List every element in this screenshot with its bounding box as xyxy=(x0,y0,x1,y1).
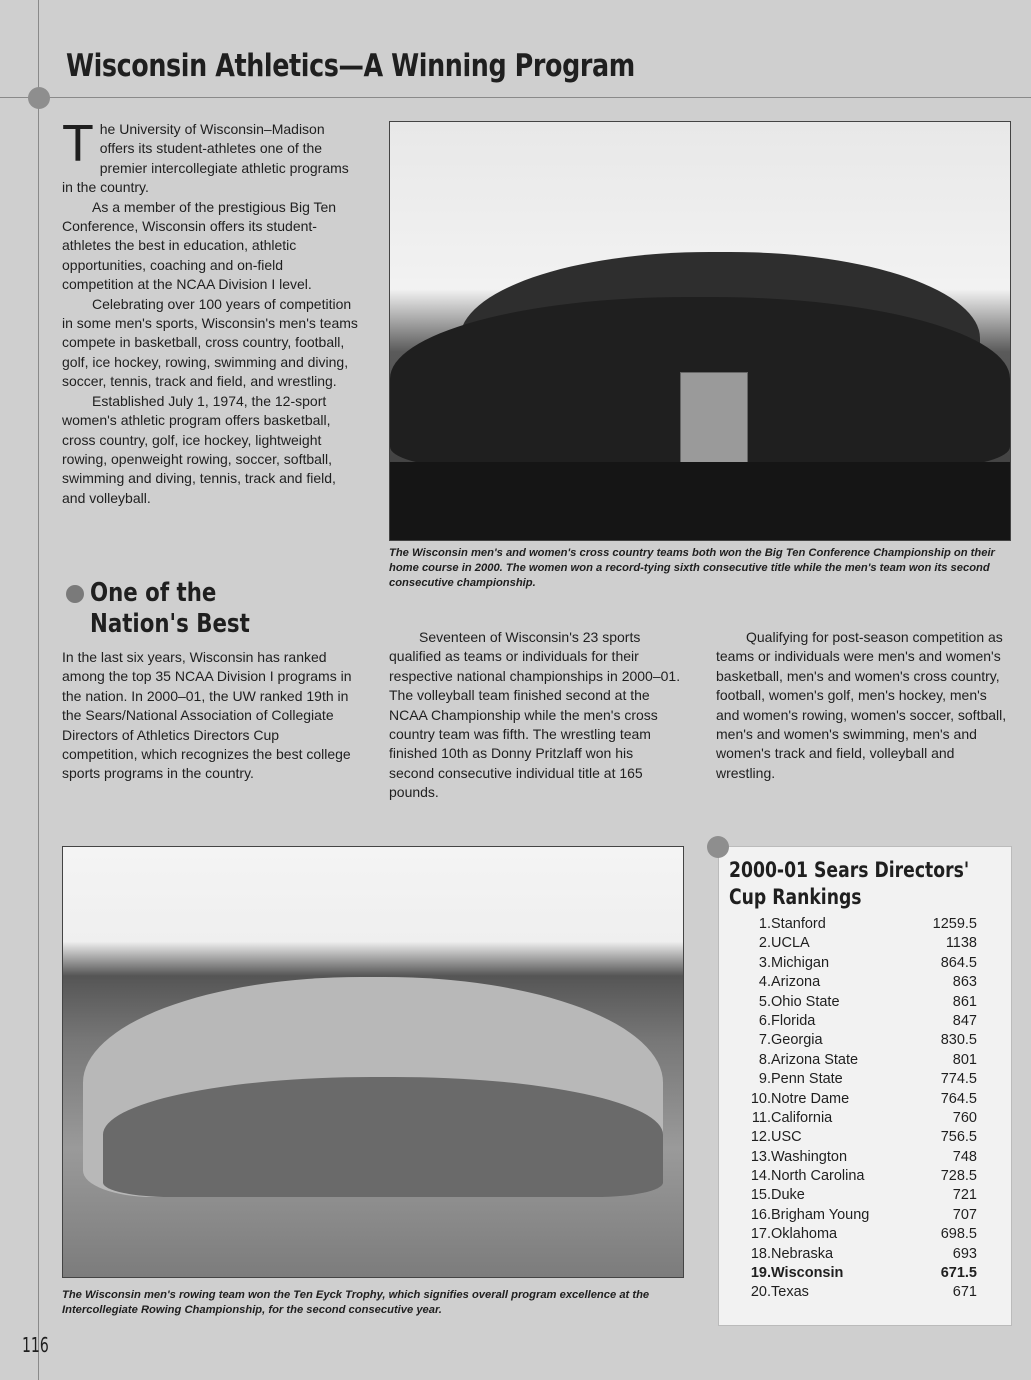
ranking-school: Brigham Young xyxy=(771,1206,870,1223)
ranking-points: 671.5 xyxy=(940,1265,977,1282)
column-2-text: Seventeen of Wisconsin's 23 sports qualified as teams or individuals for their respective national championships in 2000–01. The volleyball team finished second at the NCAA Championship while the men's cross country team was fifth. The wrestling team finished 10th as Donny Pritzlaff won his second consecutive individual title at 165 pounds. xyxy=(389,629,681,801)
ranking-school: Texas xyxy=(771,1284,809,1301)
ranking-points: 693 xyxy=(952,1245,977,1262)
ranking-row xyxy=(719,1148,1011,1167)
ranking-rank: 16. xyxy=(750,1206,771,1223)
section-heading-line2: Nation's Best xyxy=(90,609,250,639)
photo-kneeling-row xyxy=(103,1077,663,1197)
horizontal-rule xyxy=(0,97,1031,98)
ranking-school: Duke xyxy=(771,1187,805,1204)
ranking-points: 863 xyxy=(952,974,977,991)
ranking-school: Stanford xyxy=(771,916,826,932)
ranking-rank: 7. xyxy=(758,1032,771,1049)
ranking-row xyxy=(719,973,1011,992)
ranking-rank: 5. xyxy=(758,993,771,1010)
ranking-rank: 19. xyxy=(750,1265,771,1282)
stage-skirt xyxy=(390,462,1010,540)
ranking-school: USC xyxy=(771,1129,802,1146)
ranking-points: 830.5 xyxy=(940,1032,977,1049)
ranking-school: California xyxy=(771,1109,833,1126)
ranking-row xyxy=(719,993,1011,1012)
ranking-school: North Carolina xyxy=(771,1168,865,1185)
ranking-school: Arizona xyxy=(771,974,821,991)
intro-paragraph-1: he University of Wisconsin–Madison offers its student-athletes one of the premier intercollegiate athletic programs in the country. xyxy=(62,121,349,196)
rankings-title xyxy=(729,857,991,911)
ranking-rank: 1. xyxy=(758,916,771,932)
ranking-school: Washington xyxy=(771,1148,848,1165)
ranking-row xyxy=(719,1264,1011,1283)
ranking-points: 847 xyxy=(952,1012,977,1029)
ranking-row xyxy=(719,1225,1011,1244)
ranking-row xyxy=(719,1206,1011,1225)
photo2-caption: The Wisconsin men's rowing team won the Ten Eyck Trophy, which signifies overall program excellence at the Intercollegiate Rowing Championship, for the second consecutive year. xyxy=(62,1289,650,1316)
ranking-school: Nebraska xyxy=(771,1245,834,1262)
ranking-points: 698.5 xyxy=(940,1226,977,1243)
ranking-row xyxy=(719,1031,1011,1050)
ranking-row xyxy=(719,1245,1011,1264)
ranking-points: 671 xyxy=(952,1284,977,1301)
ranking-points: 864.5 xyxy=(940,954,977,971)
rankings-list xyxy=(719,915,1011,1303)
ranking-rank: 8. xyxy=(758,1051,771,1068)
ranking-rank: 14. xyxy=(750,1168,771,1185)
ranking-row xyxy=(719,1070,1011,1089)
rankings-title-line2: Cup Rankings xyxy=(729,885,862,909)
section-bullet-dot xyxy=(66,585,84,603)
ranking-rank: 20. xyxy=(750,1284,771,1301)
trophy-plaque xyxy=(680,372,748,466)
section-heading xyxy=(90,578,254,640)
drop-cap: T xyxy=(62,115,94,173)
ranking-points: 728.5 xyxy=(940,1168,977,1185)
page-number: 116 xyxy=(22,1333,49,1357)
ranking-points: 1259.5 xyxy=(932,916,977,932)
ranking-row xyxy=(719,934,1011,953)
column-3 xyxy=(716,628,1008,783)
ranking-points: 721 xyxy=(952,1187,977,1204)
ranking-points: 1138 xyxy=(945,935,977,952)
ranking-points: 861 xyxy=(952,993,977,1010)
ranking-row xyxy=(719,915,1011,934)
ranking-points: 801 xyxy=(952,1051,977,1068)
ranking-points: 748 xyxy=(952,1148,977,1165)
ranking-rank: 15. xyxy=(750,1187,771,1204)
ranking-rank: 6. xyxy=(758,1012,771,1029)
ranking-row xyxy=(719,954,1011,973)
section-heading-line1: One of the xyxy=(90,578,217,608)
ranking-school: Oklahoma xyxy=(771,1226,838,1243)
ranking-school: Michigan xyxy=(771,954,830,971)
ranking-rank: 13. xyxy=(750,1148,771,1165)
ranking-row xyxy=(719,1109,1011,1128)
ranking-points: 760 xyxy=(952,1109,977,1126)
ranking-points: 707 xyxy=(952,1206,977,1223)
ranking-rank: 2. xyxy=(758,935,771,952)
cross-country-team-photo xyxy=(389,121,1011,541)
ranking-school: Wisconsin xyxy=(771,1265,844,1282)
ranking-row xyxy=(719,1186,1011,1205)
column-2 xyxy=(389,628,681,803)
intro-paragraph-4: Established July 1, 1974, the 12-sport women's athletic program offers basketball, cross country, golf, ice hockey, lightweight rowing, openweight rowing, soccer, softball, swimming and diving, tennis, track and field, and volleyball. xyxy=(62,392,336,506)
ranking-row xyxy=(719,1283,1011,1302)
ranking-points: 774.5 xyxy=(940,1071,977,1088)
ranking-school: UCLA xyxy=(771,935,810,952)
ranking-rank: 11. xyxy=(751,1109,771,1126)
column-3-text: Qualifying for post-season competition as teams or individuals were men's and women's basketball, men's and women's cross country, football, women's golf, men's hockey, men's and women's rowing, women's soccer, softball, men's and women's swimming, men's and women's track and field, volleyball and wrestling. xyxy=(716,629,1007,781)
ranking-rank: 3. xyxy=(758,954,771,971)
title-bullet-dot xyxy=(28,87,50,109)
column-1-text: In the last six years, Wisconsin has ranked among the top 35 NCAA Division I programs in the nation. In 2000–01, the UW ranked 19th in the Sears/National Association of Collegiate Directors of Athletics Directors Cup competition, which recognizes the best college sports programs in the country. xyxy=(62,649,352,782)
rankings-title-line1: 2000-01 Sears Directors' xyxy=(729,858,970,882)
ranking-school: Arizona State xyxy=(771,1051,859,1068)
intro-paragraph-2: As a member of the prestigious Big Ten Conference, Wisconsin offers its student-athletes the best in education, athletic opportunities, coaching and on-field competition at the NCAA Division I level. xyxy=(62,198,337,293)
ranking-school: Ohio State xyxy=(771,993,840,1010)
vertical-rule xyxy=(38,0,39,1380)
ranking-school: Penn State xyxy=(771,1071,843,1088)
ranking-rank: 17. xyxy=(750,1226,771,1243)
ranking-row xyxy=(719,1167,1011,1186)
ranking-rank: 4. xyxy=(758,974,771,991)
page-title: Wisconsin Athletics—A Winning Program xyxy=(66,48,635,84)
photo1-caption: The Wisconsin men's and women's cross country teams both won the Big Ten Conference Championship on their home course in 2000. The women won a record-tying sixth consecutive title while the men's team won its second consecutive championship. xyxy=(389,547,995,589)
ranking-school: Florida xyxy=(771,1012,816,1029)
ranking-row xyxy=(719,1128,1011,1147)
ranking-row xyxy=(719,1012,1011,1031)
ranking-school: Georgia xyxy=(771,1032,823,1049)
ranking-row xyxy=(719,1051,1011,1070)
column-1 xyxy=(62,648,354,784)
ranking-rank: 18. xyxy=(750,1245,771,1262)
rowing-team-photo xyxy=(62,846,684,1278)
ranking-school: Notre Dame xyxy=(771,1090,850,1107)
ranking-points: 756.5 xyxy=(940,1129,977,1146)
ranking-row xyxy=(719,1090,1011,1109)
rankings-box xyxy=(718,846,1012,1326)
rankings-bullet-dot xyxy=(707,836,729,858)
intro-text xyxy=(62,115,358,508)
ranking-rank: 12. xyxy=(750,1129,771,1146)
ranking-rank: 10. xyxy=(750,1090,771,1107)
ranking-rank: 9. xyxy=(758,1071,771,1088)
ranking-points: 764.5 xyxy=(940,1090,977,1107)
intro-paragraph-3: Celebrating over 100 years of competition in some men's sports, Wisconsin's men's teams compete in basketball, cross country, football, golf, ice hockey, rowing, swimming and diving, soccer, tennis, track and field, and wrestling. xyxy=(62,295,358,390)
